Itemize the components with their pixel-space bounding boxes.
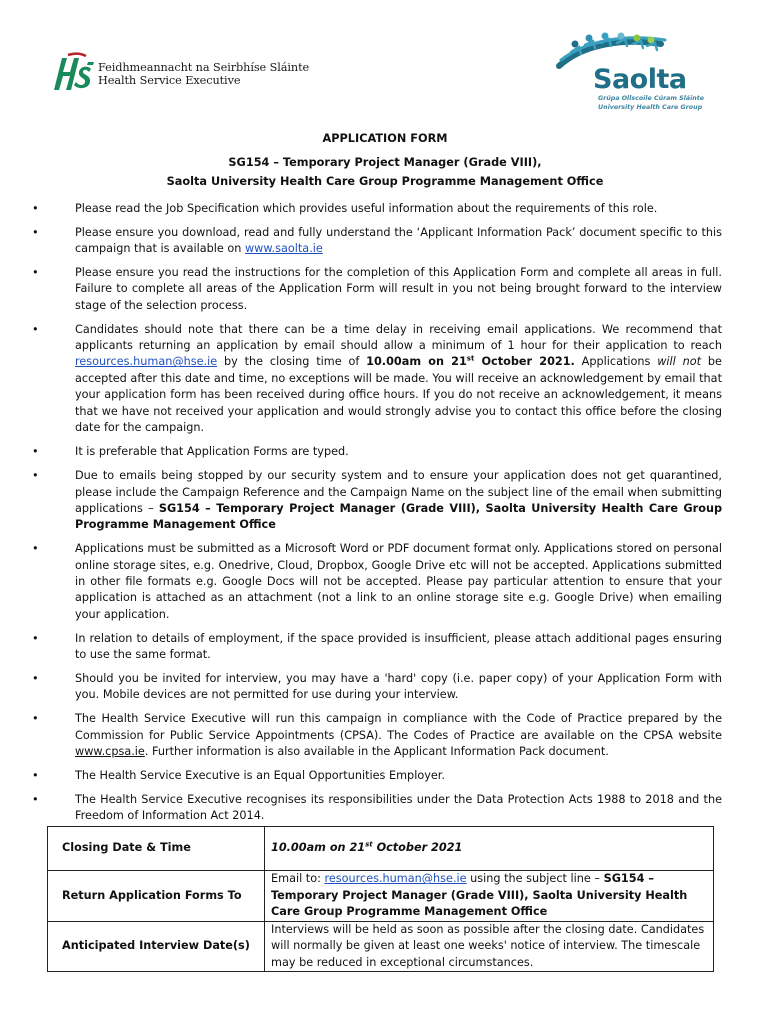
- bullet-text: be accepted after this date and time, no exceptions will be made. You will receive an acknowledgement by email that your application form has been received during office hours. If you do not receive an acknowledgement, it means that we have not received your application and would strongly advise you to contact this office before the closing date for the campaign.: [75, 355, 722, 435]
- bullet-marker: •: [32, 768, 39, 782]
- will-not-text: will not: [657, 355, 702, 369]
- bullet-text: by the closing time of: [217, 355, 367, 369]
- list-item: [32, 792, 722, 825]
- bullet-text: Please read the Job Specification which provides useful information about the requirements of this role.: [75, 202, 658, 215]
- bullet-text: Applications must be submitted as a Microsoft Word or PDF document format only. Applications stored on personal online storage sites, e.g. Onedrive, Cloud, Dropbox, Google Drive etc will not be accepted. Applications submitted in other file formats e.g. Google Docs will not be accepted. Please pay particular attention to ensure that your application is attached as an attachment (not a link to an online storage site e.g. Google Drive) when emailing your application.: [75, 542, 722, 621]
- interview-date-value: Interviews will be held as soon as possible after the closing date. Candidates will normally be given at least one weeks' notice of interview. The timescale may be reduced in exceptional circumstances.: [265, 922, 714, 972]
- bullet-text: The Health Service Executive will run this campaign in compliance with the Code of Practice prepared by the Commission for Public Service Appointments (CPSA). The Codes of Practice are available on the CPSA website: [75, 712, 722, 742]
- return-email-link[interactable]: resources.human@hse.ie: [324, 872, 467, 886]
- office-title: Saolta University Health Care Group Programme Management Office: [166, 175, 604, 188]
- list-item: [32, 225, 722, 258]
- bullet-marker: •: [32, 792, 39, 806]
- list-item: [32, 444, 722, 460]
- bullet-text: The Health Service Executive recognises its responsibilities under the Data Protection Acts 1988 to 2018 and the Freedom of Information Act 2014.: [75, 792, 722, 822]
- list-item: [32, 671, 722, 704]
- bullet-marker: •: [32, 266, 39, 279]
- closing-date-text: 10.00am on 21: [271, 841, 366, 855]
- closing-date-text-2: October 2021: [372, 841, 463, 855]
- hse-logo: [48, 52, 310, 94]
- saolta-website-link[interactable]: www.saolta.ie: [244, 242, 323, 256]
- campaign-name: SG154 – Temporary Project Manager (Grade VIII), Saolta University Health Care Group Programme Management Office: [75, 502, 723, 532]
- return-subject: SG154 – Temporary Project Manager (Grade VIII), Saolta University Health Care Group Programme Management Office: [271, 872, 688, 919]
- bullet-marker: •: [32, 712, 39, 726]
- list-item: [32, 468, 722, 534]
- return-prefix: Email to:: [271, 872, 325, 886]
- bullet-text: Candidates should note that there can be a time delay in receiving email applications. We recommend that applicants returning an application by email should allow a minimum of 1 hour for their application to reach: [75, 322, 722, 353]
- bullet-marker: •: [32, 542, 39, 556]
- bullet-text: Please ensure you download, read and fully understand the ‘Applicant Information Pack’ document specific to this campaign that is available on: [75, 225, 722, 256]
- closing-date-label: Closing Date & Time: [48, 827, 265, 871]
- job-title: SG154 – Temporary Project Manager (Grade VIII),: [228, 156, 542, 169]
- list-item: [32, 768, 722, 784]
- saolta-sub-irish: Grúpa Ollscoile Cúram Sláinte: [598, 95, 705, 102]
- key-info-table: [47, 826, 714, 972]
- bullet-text: Should you be invited for interview, you may have a 'hard' copy (i.e. paper copy) of your Application Form with you. Mobile devices are not permitted for use during your interview.: [75, 671, 722, 702]
- instructions-list: [32, 201, 722, 832]
- list-item: [32, 541, 722, 623]
- bullet-text: In relation to details of employment, if the space provided is insufficient, please attach additional pages ensuring to use the same format.: [75, 631, 722, 662]
- hse-name-irish: Feidhmeannacht na Seirbhíse Sláinte: [98, 61, 310, 74]
- table-row: [48, 871, 714, 922]
- interview-date-label: Anticipated Interview Date(s): [48, 922, 265, 972]
- list-item: [32, 201, 722, 217]
- hse-logo-mark: [48, 52, 96, 94]
- bullet-text: Please ensure you read the instructions for the completion of this Application Form and complete all areas in full. Failure to complete all areas of the Application Form will result in you not being brought forward to the interview stage of the selection process.: [75, 266, 722, 312]
- return-forms-value: [265, 871, 714, 922]
- list-item: [32, 265, 722, 314]
- bullet-marker: •: [32, 469, 39, 483]
- email-link[interactable]: resources.human@hse.ie: [75, 355, 218, 369]
- bullet-text: The Health Service Executive is an Equal Opportunities Employer.: [75, 768, 445, 782]
- bullet-text: . Further information is also available in the Applicant Information Pack document.: [144, 744, 609, 758]
- deadline-text-2: October 2021.: [474, 355, 575, 369]
- closing-date-value: [265, 827, 714, 871]
- bullet-marker: •: [32, 202, 39, 215]
- closing-date-sup: st: [365, 840, 373, 849]
- bullet-text: It is preferable that Application Forms are typed.: [75, 445, 349, 459]
- bullet-marker: •: [32, 445, 39, 459]
- list-item: [32, 322, 722, 437]
- bullet-marker: •: [32, 225, 39, 239]
- form-title: APPLICATION FORM: [322, 132, 448, 145]
- table-row: [48, 827, 714, 871]
- table-row: [48, 922, 714, 972]
- deadline-text: 10.00am on 21: [366, 355, 467, 369]
- list-item: [32, 711, 722, 760]
- bullet-text: Due to emails being stopped by our security system and to ensure your application does not get quarantined, please include the Campaign Reference and the Campaign Name on the subject line of the email when submitting applications –: [75, 469, 722, 516]
- saolta-logo: [553, 30, 713, 118]
- return-mid: using the subject line –: [466, 872, 604, 886]
- cpsa-website-link[interactable]: www.cpsa.ie: [75, 744, 145, 758]
- bullet-text: Applications: [574, 355, 658, 369]
- list-item: [32, 631, 722, 664]
- saolta-sub-english: University Health Care Group: [598, 103, 703, 111]
- hse-name-english: Health Service Executive: [98, 74, 241, 87]
- bullet-marker: •: [32, 671, 39, 685]
- saolta-wordmark: Saolta: [593, 64, 687, 95]
- deadline-sup: st: [466, 354, 475, 363]
- return-forms-label: Return Application Forms To: [48, 871, 265, 922]
- bullet-marker: •: [32, 322, 39, 336]
- bullet-marker: •: [32, 631, 39, 645]
